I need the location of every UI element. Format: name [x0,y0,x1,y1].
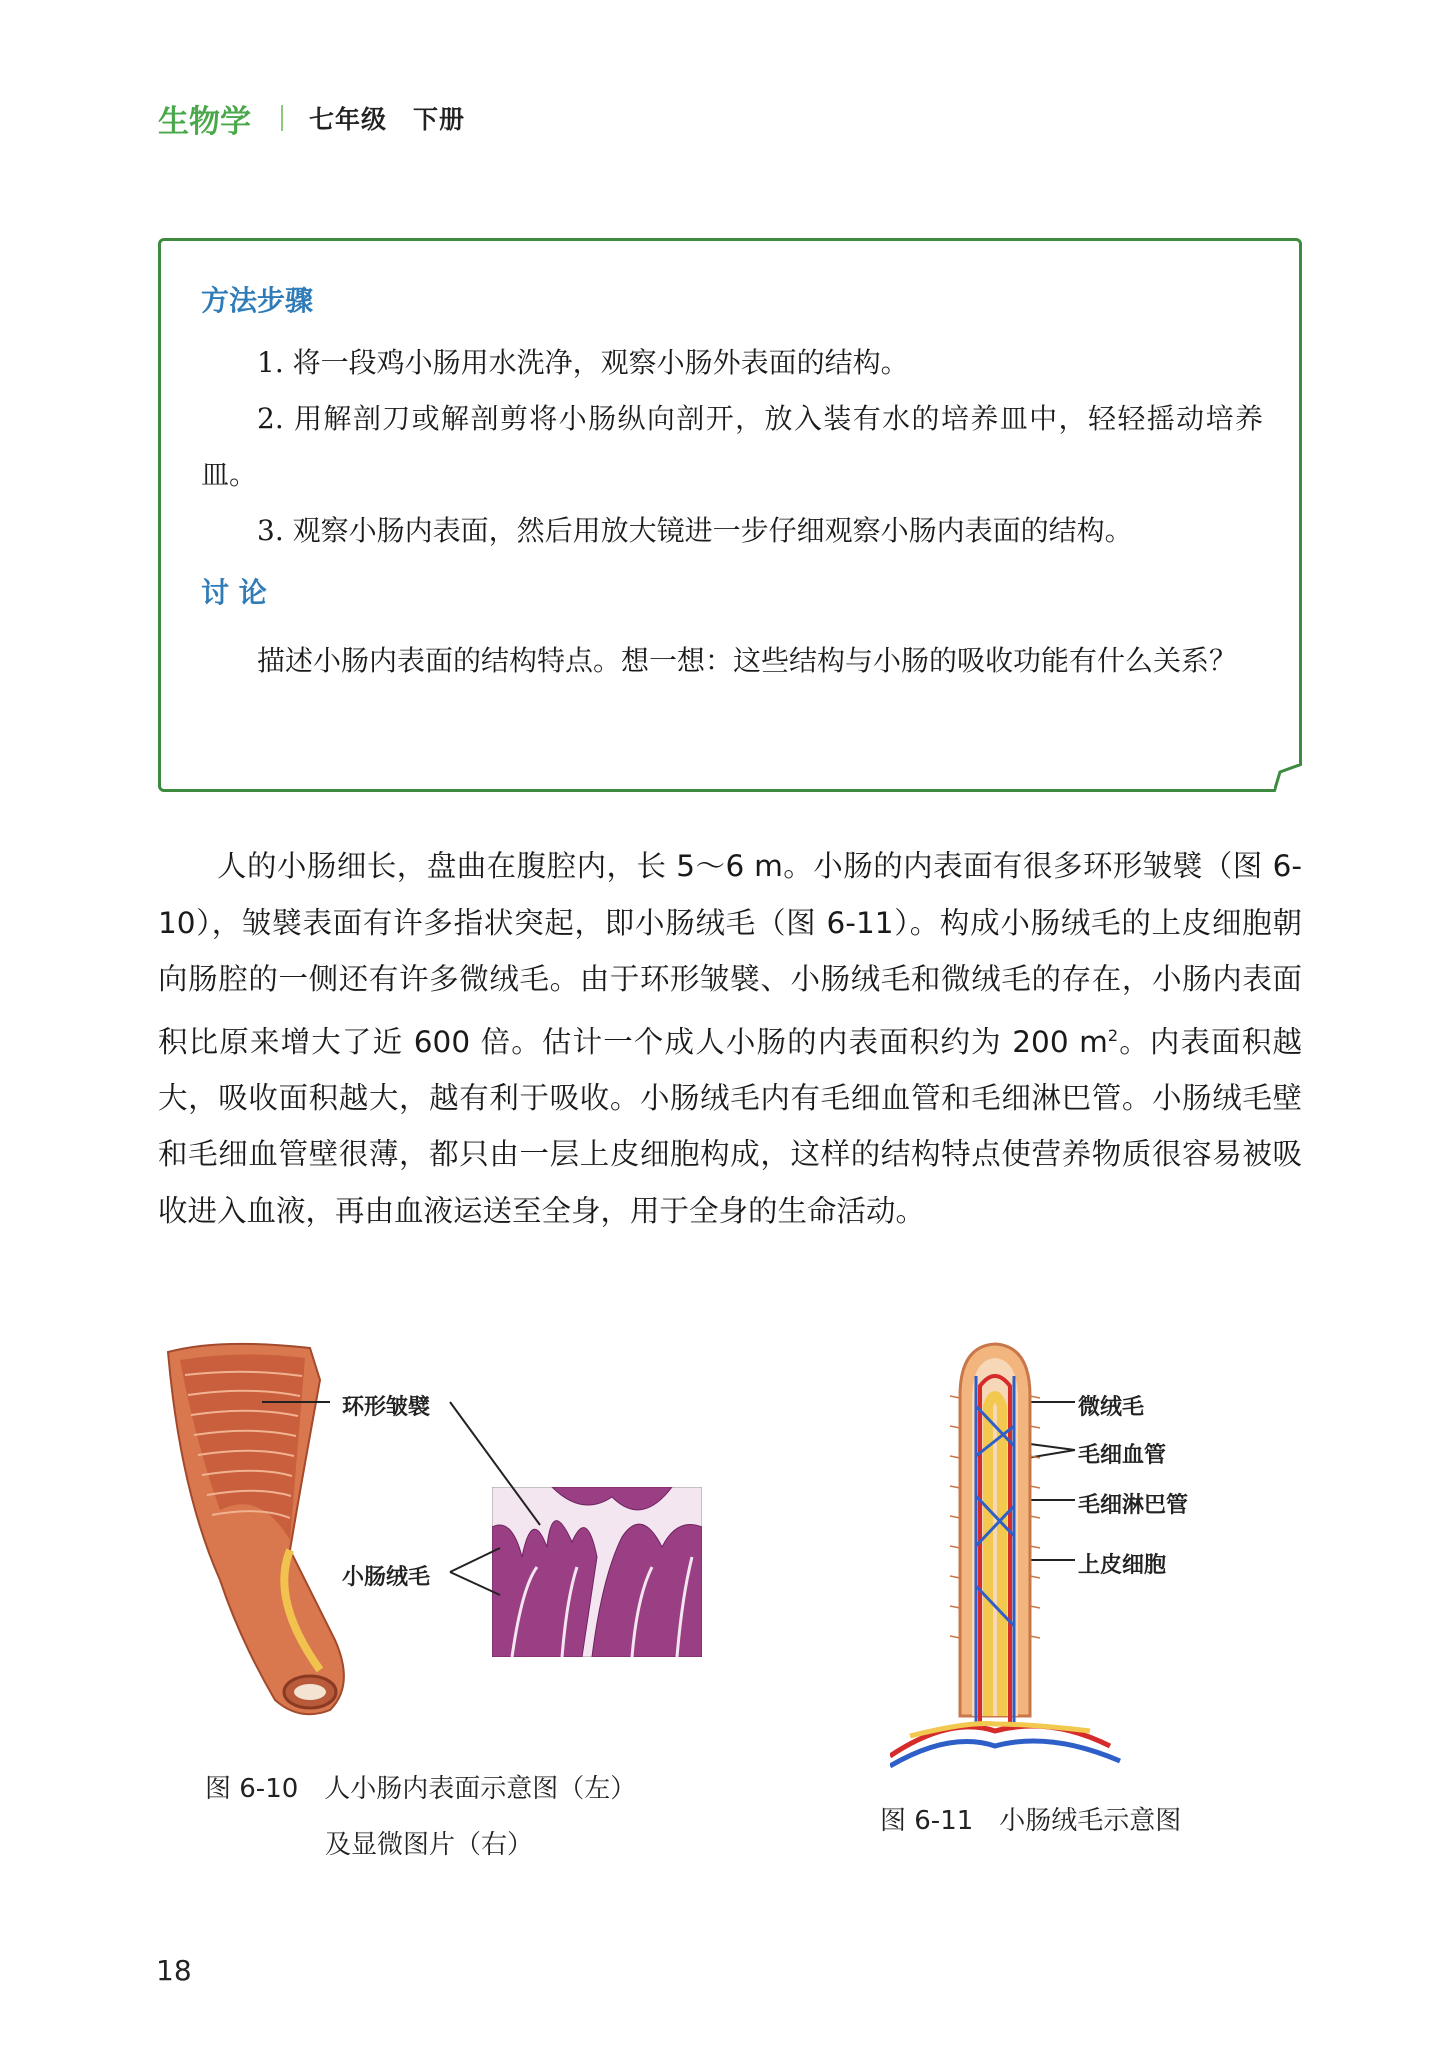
method-heading: 方法步骤 [201,284,314,317]
figure-6-11-caption: 图 6-11 小肠绒毛示意图 [880,1806,1182,1836]
step-2: 2. 用解剖刀或解剖剪将小肠纵向剖开，放入装有水的培养皿中，轻轻摇动培养皿。 [201,402,1263,491]
label-microvilli: 微绒毛 [1078,1395,1145,1420]
body-text-part2: 。内表面积越大，吸收面积越大，越有利于吸收。小肠绒毛内有毛细血管和毛细淋巴管。小肠绒毛壁和毛细血管壁很薄，都只由一层上皮细胞构成，这样的结构特点使营养物质很容易被吸收进入血液，再由血液运送至全身，用于全身的生命活动。 [158,1024,1302,1228]
label-circular-folds: 环形皱襞 [342,1395,431,1420]
grade-label: 七年级 下册 [309,105,466,134]
step-1: 1. 将一段鸡小肠用水洗净，观察小肠外表面的结构。 [257,346,909,379]
subject-title: 生物学 [158,103,251,140]
label-epithelial-cell: 上皮细胞 [1078,1553,1167,1578]
discussion-text: 描述小肠内表面的结构特点。想一想：这些结构与小肠的吸收功能有什么关系？ [257,644,1238,677]
label-lymph-vessel: 毛细淋巴管 [1078,1493,1189,1518]
label-villi: 小肠绒毛 [342,1565,431,1590]
page-number: 18 [156,1954,192,1987]
step-3: 3. 观察小肠内表面，然后用放大镜进一步仔细观察小肠内表面的结构。 [257,514,1133,547]
figure-6-10-caption-line2: 及显微图片（右） [325,1830,534,1860]
superscript-2: 2 [1107,1025,1119,1045]
label-capillary: 毛细血管 [1078,1443,1167,1468]
discussion-heading: 讨 论 [201,576,267,609]
figure-6-10-caption-line1: 图 6-10 人小肠内表面示意图（左） [205,1774,637,1804]
body-text-part1: 人的小肠细长，盘曲在腹腔内，长 5～6 m。小肠的内表面有很多环形皱襞（图 6-10），皱襞表面有许多指状突起，即小肠绒毛（图 6-11）。构成小肠绒毛的上皮细胞朝向肠腔的一侧还有许多微绒毛。由于环形皱襞、小肠绒毛和微绒毛的存在，小肠内表面积比原来增大了近 600 倍。估计一个成人小肠的内表面积约为 200 m [158,849,1302,1059]
